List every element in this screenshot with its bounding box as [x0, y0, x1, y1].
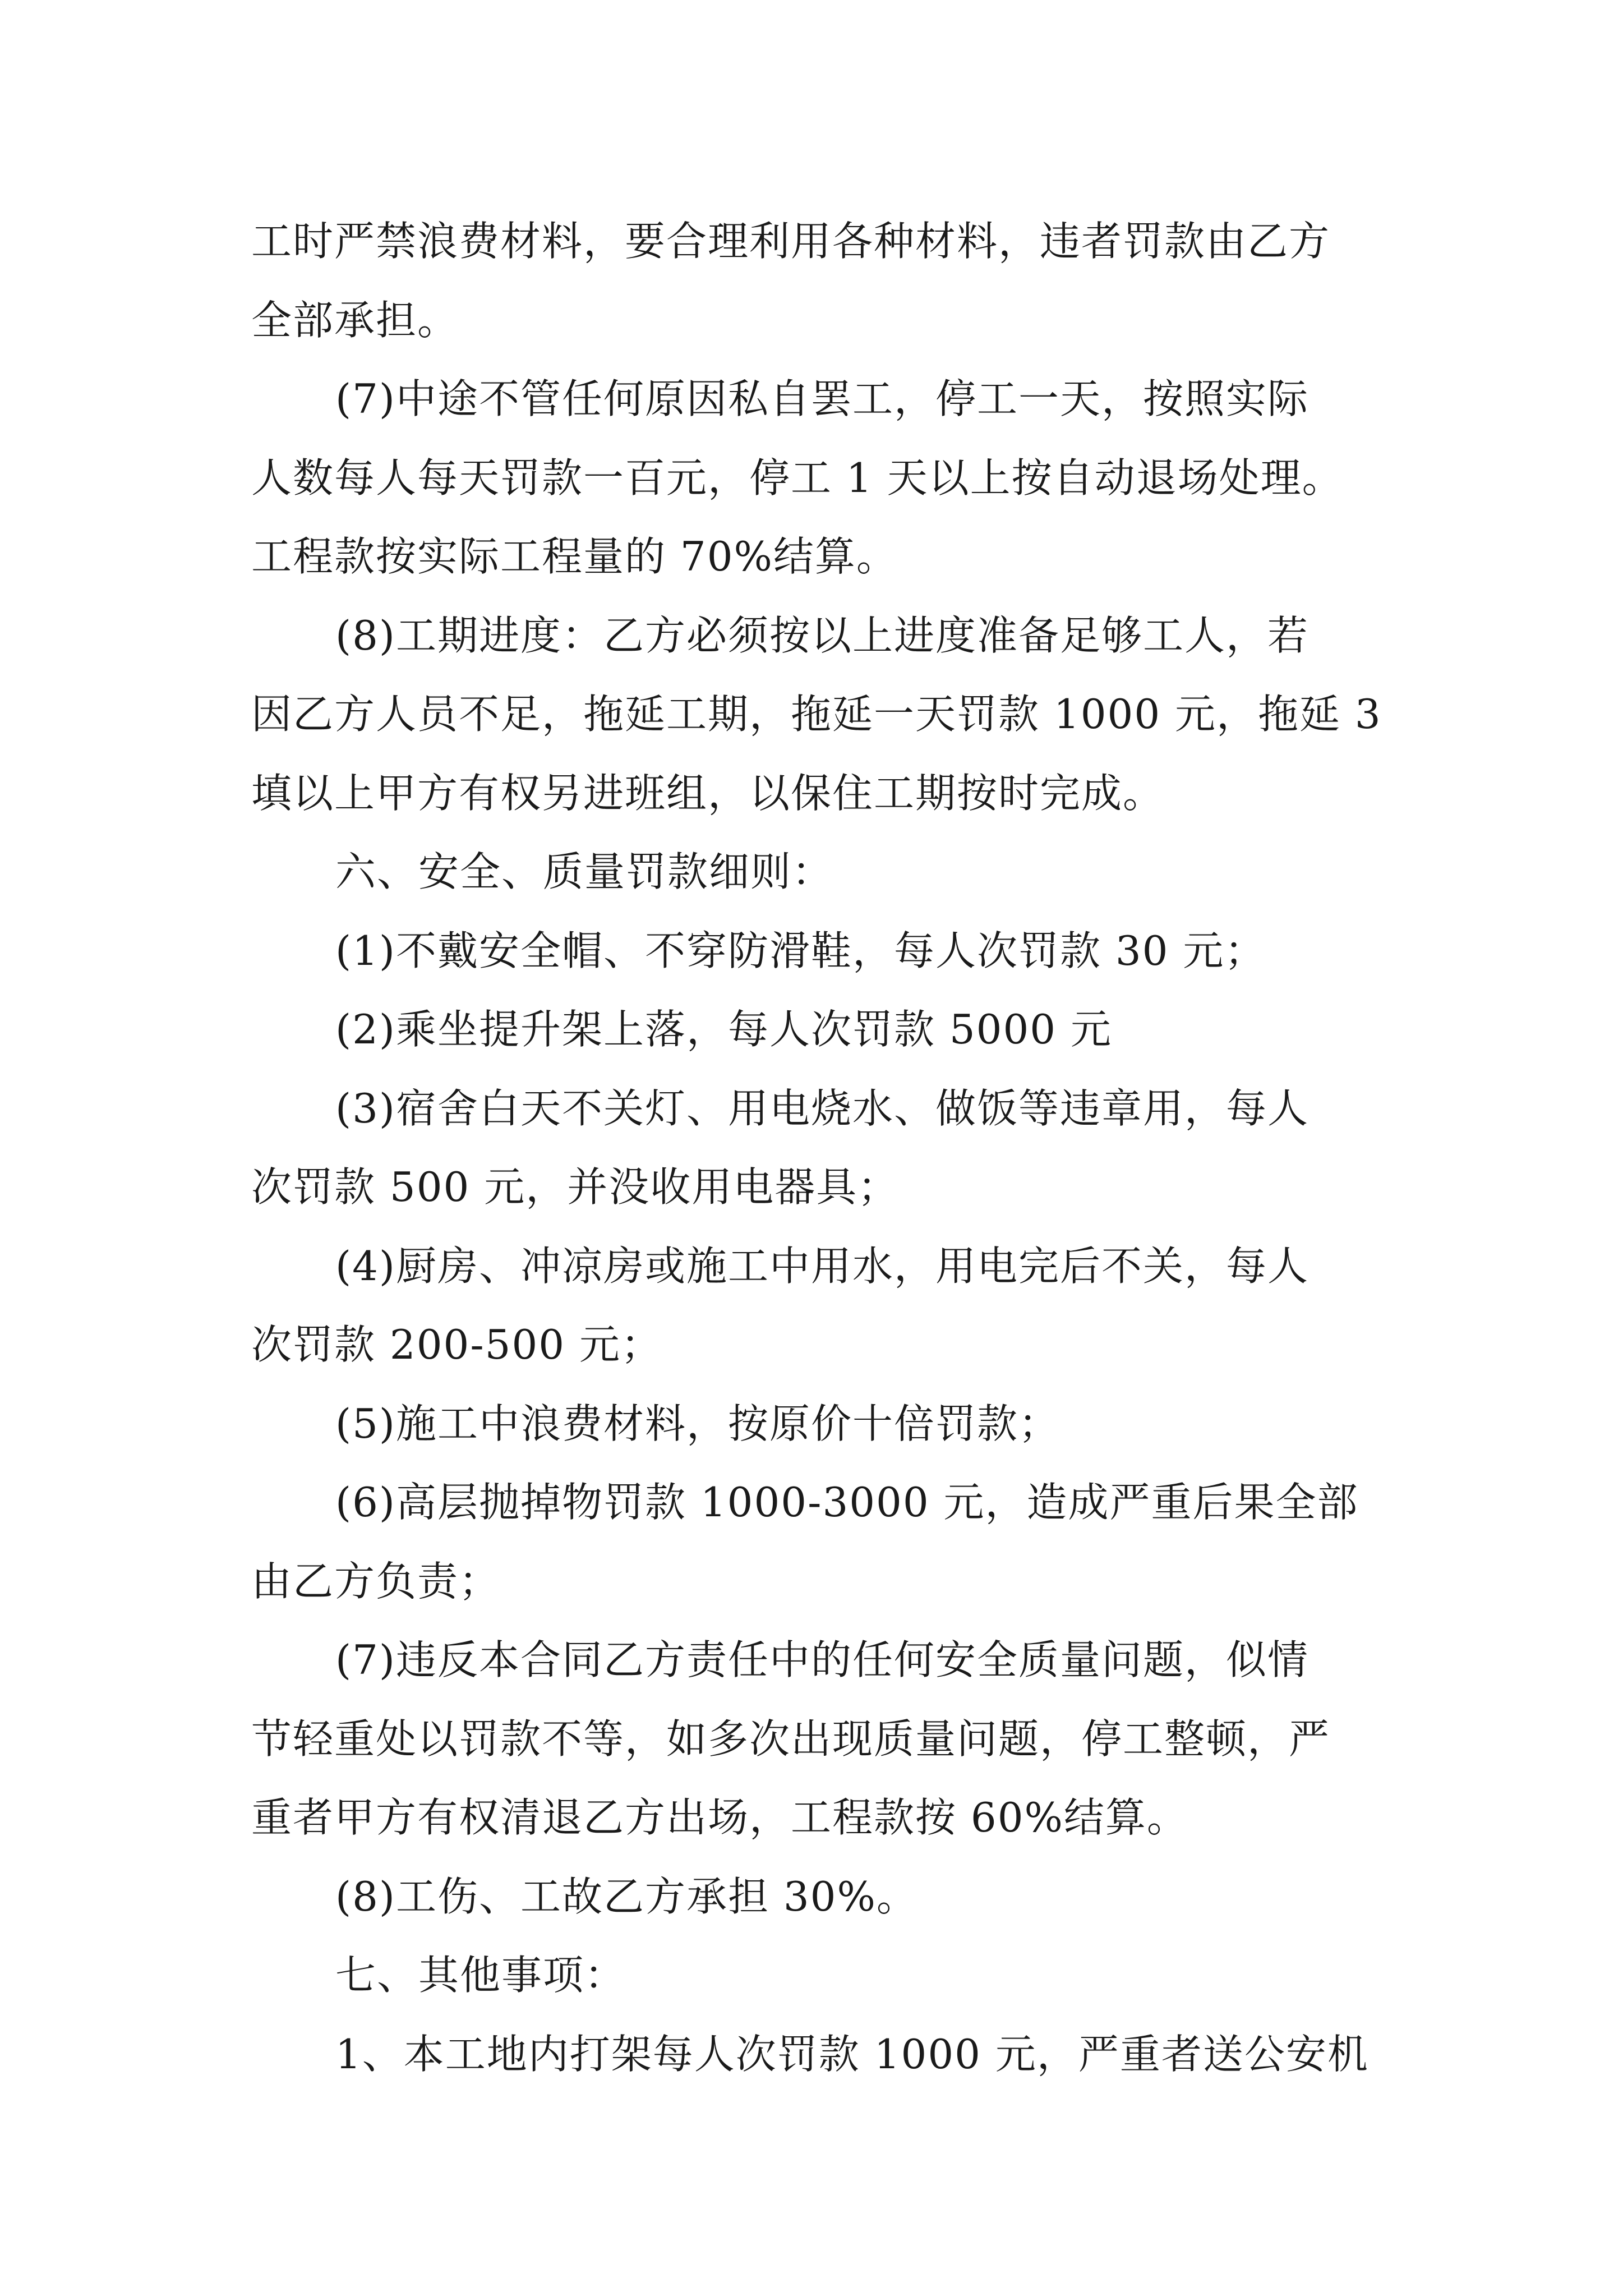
text-line: 重者甲方有权清退乙方出场，工程款按 60%结算。 — [251, 1794, 1188, 1841]
text-line: 工时严禁浪费材料，要合理利用各种材料，违者罚款由乙方 — [251, 218, 1331, 265]
text-line: 次罚款 200-500 元； — [251, 1321, 662, 1368]
text-line: (3)宿舍白天不关灯、用电烧水、做饭等违章用，每人 — [335, 1084, 1309, 1132]
text-line: (4)厨房、冲凉房或施工中用水，用电完后不关，每人 — [335, 1242, 1309, 1290]
section-heading: 六、安全、质量罚款细则： — [335, 848, 834, 895]
section-heading: 七、其他事项： — [335, 1952, 626, 1999]
text-line: 次罚款 500 元，并没收用电器具； — [251, 1163, 900, 1211]
text-line: 因乙方人员不足，拖延工期，拖延一天罚款 1000 元，拖延 3 — [251, 691, 1382, 738]
text-line: 全部承担。 — [251, 296, 459, 344]
text-line: (8)工期进度：乙方必须按以上进度准备足够工人，若 — [335, 611, 1309, 659]
text-line: (7)违反本合同乙方责任中的任何安全质量问题，似情 — [335, 1636, 1309, 1683]
text-line: 人数每人每天罚款一百元，停工 1 天以上按自动退场处理。 — [251, 454, 1344, 501]
text-line: 节轻重处以罚款不等，如多次出现质量问题，停工整顿，严 — [251, 1715, 1331, 1763]
text-line: 由乙方负责； — [251, 1557, 501, 1605]
text-line: (8)工伤、工故乙方承担 30%。 — [335, 1872, 918, 1920]
text-line: 填以上甲方有权另进班组，以保住工期按时完成。 — [251, 769, 1165, 817]
text-line: (2)乘坐提升架上落，每人次罚款 5000 元 — [335, 1006, 1112, 1053]
text-line: (6)高层抛掉物罚款 1000-3000 元，造成严重后果全部 — [335, 1479, 1359, 1526]
text-line: (7)中途不管任何原因私自罢工，停工一天，按照实际 — [335, 375, 1309, 422]
text-line: (5)施工中浪费材料，按原价十倍罚款； — [335, 1400, 1060, 1447]
text-line: (1)不戴安全帽、不穿防滑鞋，每人次罚款 30 元； — [335, 927, 1266, 974]
text-line: 1、本工地内打架每人次罚款 1000 元，严重者送公安机 — [335, 2030, 1369, 2078]
document-body — [251, 202, 1390, 2093]
text-line: 工程款按实际工程量的 70%结算。 — [251, 533, 898, 580]
